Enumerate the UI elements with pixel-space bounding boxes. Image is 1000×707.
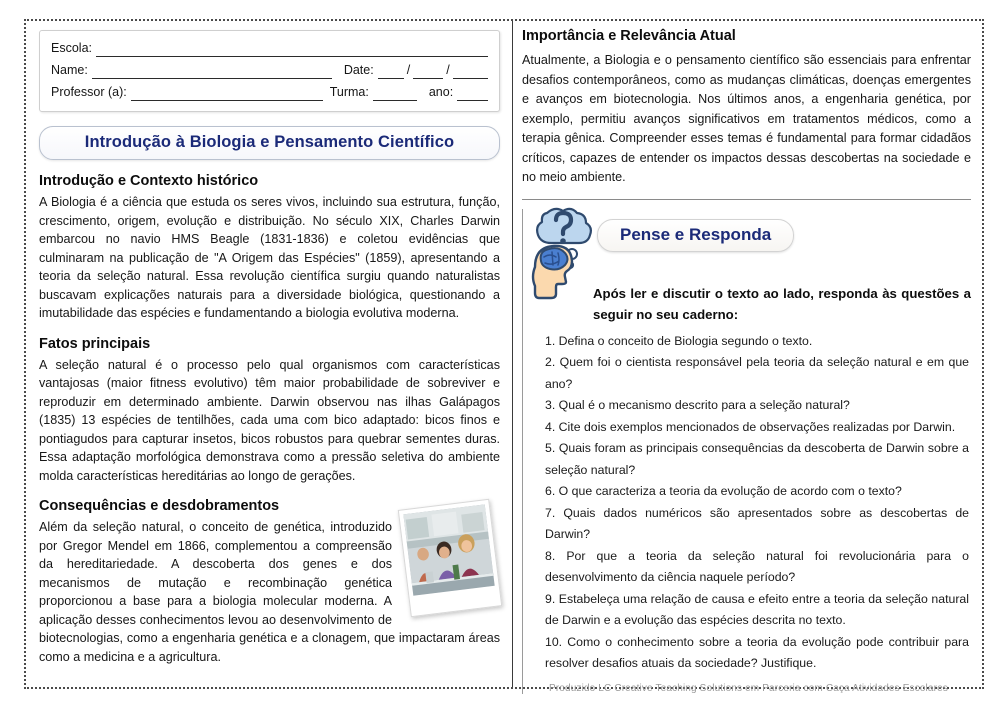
lab-students-photo xyxy=(402,500,500,620)
activity-title-banner xyxy=(597,219,794,252)
worksheet-title-banner xyxy=(39,126,500,160)
student-identification-box xyxy=(39,30,500,112)
question-list xyxy=(523,331,971,675)
section-separator xyxy=(522,199,971,200)
escola-input[interactable] xyxy=(96,45,488,57)
question-item: 7. Quais dados numéricos são apresentados sobre as descobertas de Darwin? xyxy=(545,505,969,541)
date-label: Date: xyxy=(343,63,374,77)
question-item: 4. Cite dois exemplos mencionados de observações realizadas por Darwin. xyxy=(545,419,956,434)
question-item: 5. Quais foram as principais consequências da descoberta de Darwin sobre a seleção natural? xyxy=(545,441,969,477)
section-heading-introducao: Introdução e Contexto histórico xyxy=(39,173,259,189)
question-item: 3. Qual é o mecanismo descrito para a seleção natural? xyxy=(545,398,850,412)
activity-block xyxy=(522,209,971,694)
section-consequencias xyxy=(39,498,500,666)
footer-credit: Produzido LC Creative Teaching Solutions em Parceria com Caça Atividades Escolares xyxy=(549,682,948,694)
section-introducao xyxy=(39,173,500,323)
date-month-input[interactable] xyxy=(413,67,443,79)
question-item: 6. O que caracteriza a teoria da evolução de acordo com o texto? xyxy=(545,484,902,498)
question-item: 2. Quem foi o cientista responsável pela teoria da seleção natural e em que ano? xyxy=(545,355,969,391)
photo-image xyxy=(403,504,494,595)
escola-row xyxy=(51,40,488,57)
question-item: 9. Estabeleça uma relação de causa e efeito entre a teoria da seleção natural de Darwin e a evolução das espécies descrita no texto. xyxy=(545,591,969,627)
section-heading-consequencias: Consequências e desdobramentos xyxy=(39,498,280,514)
section-heading-importancia: Importância e Relevância Atual xyxy=(522,28,736,44)
left-column xyxy=(27,22,510,686)
activity-instruction: Após ler e discutir o texto ao lado, responda às questões a seguir no seu caderno: xyxy=(593,285,971,322)
date-slash-1: / xyxy=(406,63,411,77)
name-input[interactable] xyxy=(92,67,332,79)
thinking-head-icon xyxy=(525,205,599,309)
section-text-introducao: A Biologia é a ciência que estuda os seres vivos, incluindo sua estrutura, função, crescimento, origem, evolução e distribuição. No século XIX, Charles Darwin embarcou no navio HMS Beagle (1831-1836) e coletou evidências que culminaram na publicação de "A Origem das Espécies" (1859), apresentando a teoria da seleção natural. Essa revolução científica surgiu quando naturalistas buscavam explicações naturais para a diversidade biológica, questionando a imutabilidade das espécies e fundamentando a biologia evolutiva moderna. xyxy=(39,195,500,320)
section-text-importancia: Atualmente, a Biologia e o pensamento científico são essenciais para enfrentar desafios contemporâneos, como as mudanças climáticas, doenças emergentes e avanços em biotecnologia. Nos últimos anos, a engenharia genética, por exemplo, permitiu avanços significativos em tratamentos médicos, como a terapia gênica. Compreender esses temas é fundamental para formar cidadãos críticos, capazes de entender os impactos dessas descobertas na sociedade e no meio ambiente. xyxy=(522,53,971,184)
right-column xyxy=(513,22,984,694)
section-fatos xyxy=(39,336,500,486)
name-label: Name: xyxy=(51,63,88,77)
question-item: 1. Defina o conceito de Biologia segundo o texto. xyxy=(545,333,813,348)
professor-label: Professor (a): xyxy=(51,85,127,99)
section-heading-fatos: Fatos principais xyxy=(39,335,151,352)
page-title: Introdução à Biologia e Pensamento Científico xyxy=(84,133,455,151)
question-item: 8. Por que a teoria da seleção natural foi revolucionária para o desenvolvimento da ciência naquele período? xyxy=(545,548,969,584)
section-text-fatos: A seleção natural é o processo pelo qual organismos com características vantajosas (maior fitness evolutivo) têm maior probabilidade de sobreviver e reproduzir em determinado ambiente. Darwin observou nas ilhas Galápagos (1835) 13 espécies de tentilhões, cada uma com bico adaptado: bicos finos e pontiagudos para capturar insetos, bicos robustos para quebrar sementes duras. Essa adaptação morfológica demonstrava como a pressão seletiva do ambiente molda características hereditárias ao longo de gerações. xyxy=(39,357,500,483)
date-day-input[interactable] xyxy=(378,67,404,79)
turma-input[interactable] xyxy=(373,89,417,101)
section-text-consequencias: Além da seleção natural, o conceito de genética, introduzido por Gregor Mendel em 1866, complementou a compreensão da hereditariedade. A descoberta dos genes e dos mecanismos de mutação e recombinação genética proporcionou a base para a biologia molecular moderna. A aplicação desses conhecimentos levou ao desenvolvimento de biotecnologias, como a engenharia genética e a clonagem, que impactaram áreas como a medicina e a agricultura. xyxy=(39,520,500,664)
date-year-input[interactable] xyxy=(453,67,488,79)
name-date-row xyxy=(51,62,488,79)
activity-title: Pense e Responda xyxy=(620,225,772,244)
ano-label: ano: xyxy=(428,85,454,99)
turma-label: Turma: xyxy=(329,85,369,99)
escola-label: Escola: xyxy=(51,41,92,55)
date-slash-2: / xyxy=(446,63,450,77)
ano-input[interactable] xyxy=(457,89,488,101)
professor-turma-row xyxy=(51,84,488,101)
question-item: 10. Como o conhecimento sobre a teoria da evolução pode contribuir para resolver desafios atuais da sociedade? Justifique. xyxy=(545,634,969,670)
professor-input[interactable] xyxy=(131,89,323,101)
